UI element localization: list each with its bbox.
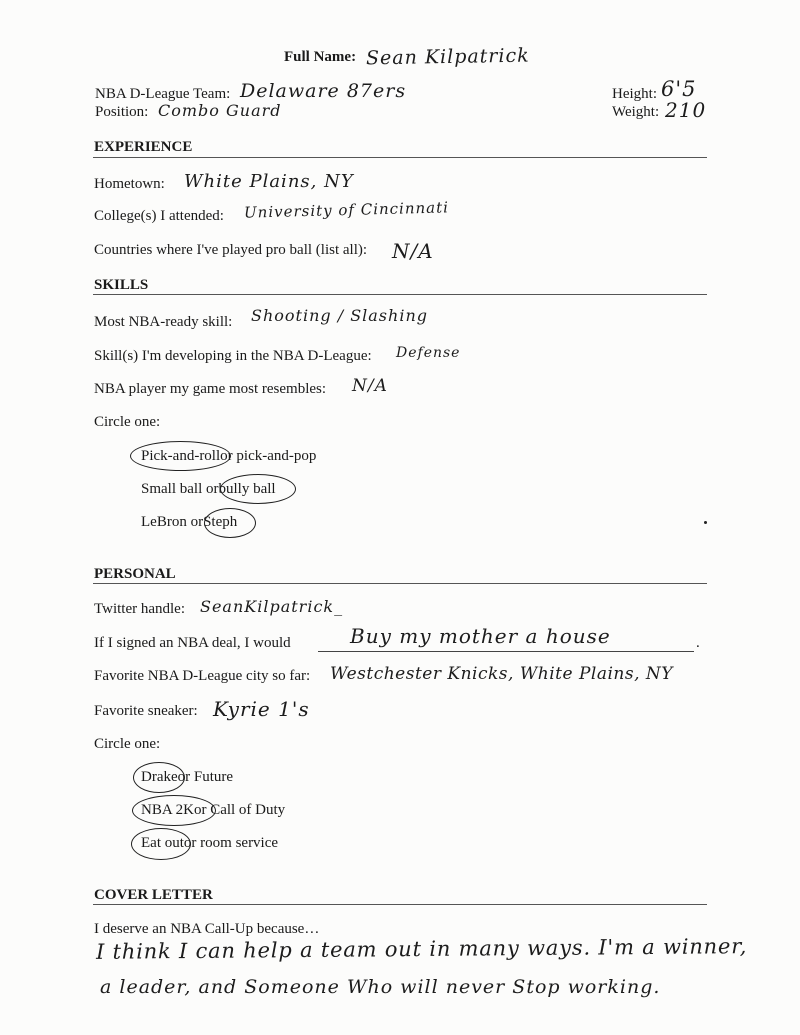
ready-skill-value: Shooting / Slashing xyxy=(251,306,428,325)
section-experience: EXPERIENCE xyxy=(94,139,193,155)
choice-or: or xyxy=(183,835,197,851)
resembles-value: N/A xyxy=(352,376,388,396)
sneaker-value: Kyrie 1's xyxy=(213,697,310,721)
resembles-label: NBA player my game most resembles: xyxy=(94,381,327,397)
city-value: Westchester Knicks, White Plains, NY xyxy=(330,664,674,684)
choice-option-b: room service xyxy=(200,835,279,851)
team-value: Delaware 87ers xyxy=(240,80,407,102)
position-value: Combo Guard xyxy=(158,101,282,120)
college-value: University of Cincinnati xyxy=(243,198,450,222)
choice-or: or xyxy=(193,802,207,818)
weight-label: Weight: xyxy=(612,104,660,120)
choice-circle xyxy=(204,508,256,538)
hometown-value: White Plains, NY xyxy=(184,171,354,192)
choice-option-b: Future xyxy=(193,769,234,785)
choice-circle xyxy=(220,474,296,504)
ready-skill-label: Most NBA-ready skill: xyxy=(94,314,233,330)
cover-line-2: a leader, and Someone Who will never Stop working. xyxy=(100,976,661,998)
weight-value: 210 xyxy=(665,98,707,122)
section-cover-letter: COVER LETTER xyxy=(94,887,213,903)
cover-line-1: I think I can help a team out in many ways. I'm a winner, xyxy=(95,934,748,964)
choice-option-a: Small ball xyxy=(141,481,203,497)
hometown-label: Hometown: xyxy=(94,176,165,192)
choice-or: or xyxy=(206,481,219,497)
stray-dot xyxy=(704,521,707,524)
team-label: NBA D-League Team: xyxy=(95,86,231,102)
college-label: College(s) I attended: xyxy=(94,208,224,224)
twitter-value: SeanKilpatrick_ xyxy=(200,597,344,616)
choice-option-a: NBA 2K xyxy=(141,802,194,818)
choice-circle xyxy=(133,762,185,793)
developing-label: Skill(s) I'm developing in the NBA D-League: xyxy=(94,348,372,364)
choice-or: or xyxy=(190,514,204,530)
choice-option-a: LeBron xyxy=(141,514,187,530)
choice-circle xyxy=(130,441,231,471)
choice-option-b: Call of Duty xyxy=(210,802,286,818)
skills-circle-one: Circle one: xyxy=(94,414,161,430)
developing-value: Defense xyxy=(396,345,461,361)
section-rule xyxy=(93,904,707,905)
choice-option-a: Pick-and-roll xyxy=(141,448,221,464)
deal-period: . xyxy=(696,635,700,651)
full-name-value: Sean Kilpatrick xyxy=(365,44,530,70)
choice-option-b: Steph xyxy=(203,514,238,530)
choice-option-b: pick-and-pop xyxy=(236,448,317,464)
deal-label: If I signed an NBA deal, I would xyxy=(94,635,291,651)
height-value: 6'5 xyxy=(661,77,697,101)
section-rule xyxy=(93,157,707,158)
choice-or: or xyxy=(177,769,191,785)
section-rule xyxy=(93,294,707,295)
section-personal: PERSONAL xyxy=(94,566,176,582)
personal-circle-one: Circle one: xyxy=(94,736,161,752)
section-rule xyxy=(93,583,707,584)
height-label: Height: xyxy=(612,86,657,102)
twitter-label: Twitter handle: xyxy=(94,601,186,617)
city-label: Favorite NBA D-League city so far: xyxy=(94,668,311,684)
countries-label: Countries where I've played pro ball (list all): xyxy=(94,242,368,258)
deal-value: Buy my mother a house xyxy=(350,624,611,648)
choice-or: or xyxy=(220,448,233,464)
choice-option-a: Eat out xyxy=(141,835,184,851)
cover-prompt: I deserve an NBA Call-Up because… xyxy=(94,921,320,937)
position-label: Position: xyxy=(95,104,149,120)
full-name-label: Full Name: xyxy=(284,49,357,65)
sneaker-label: Favorite sneaker: xyxy=(94,703,198,719)
choice-option-a: Drake xyxy=(141,769,178,785)
choice-circle xyxy=(131,828,191,860)
section-skills: SKILLS xyxy=(94,277,149,293)
countries-value: N/A xyxy=(392,239,434,263)
choice-circle xyxy=(132,795,216,826)
choice-option-b: bully ball xyxy=(218,481,276,497)
deal-underline xyxy=(318,651,694,652)
